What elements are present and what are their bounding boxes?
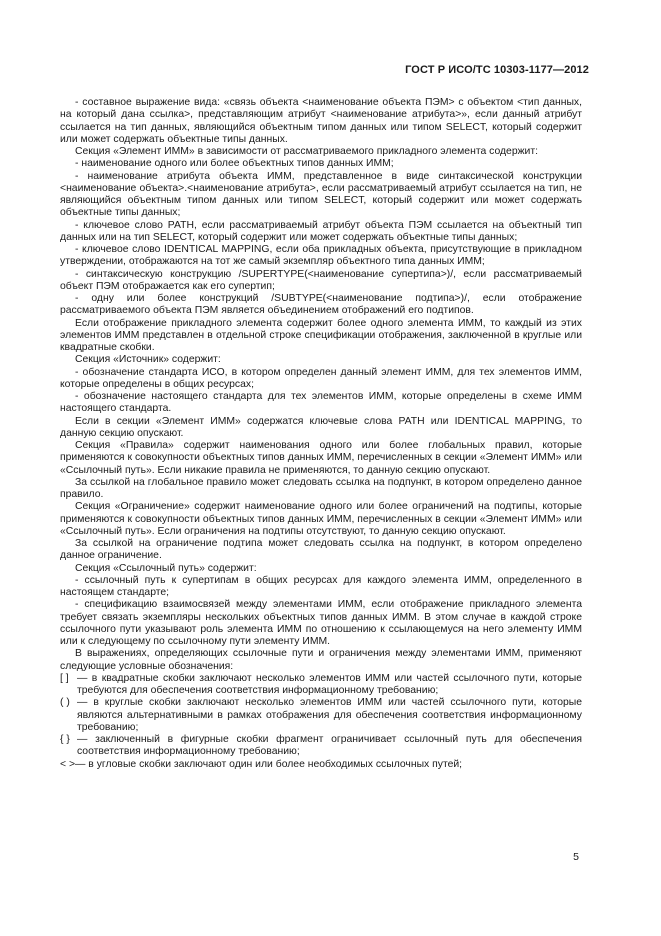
page-number: 5 — [573, 851, 579, 863]
paragraph: Секция «Ссылочный путь» содержит: — [75, 562, 257, 574]
document-body — [60, 97, 582, 771]
paragraph: За ссылкой на глобальное правило может следовать ссылка на подпункт, в котором определено данное правило. — [60, 476, 582, 500]
notation-symbol: [ ] — [60, 672, 69, 684]
paragraph: - обозначение настоящего стандарта для тех элементов ИММ, которые определены в схеме ИММ настоящего стандарта. — [60, 391, 582, 415]
paragraph: - ключевое слово IDENTICAL MAPPING, если оба прикладных объекта, присутствующие в прикладном утверждении, отображаются на тот же самый экземпляр объектного типа данных ИММ; — [60, 244, 582, 268]
paragraph: За ссылкой на ограничение подтипа может следовать ссылка на подпункт, в котором определено данное ограничение. — [60, 538, 582, 562]
notation-text: — в угловые скобки заключают один или более необходимых ссылочных путей; — [75, 758, 463, 770]
notation-list — [60, 673, 582, 771]
notation-item — [60, 759, 582, 771]
paragraph: - наименование атрибута объекта ИММ, представленное в виде синтаксической конструкции <наименование объекта>.<наименование атрибута>, если рассматриваемый атрибут ссылается на тип, не являющийся объектным типом данных или типом SELECT, который содержит или может содержать объектные типы данных; — [60, 170, 582, 219]
notation-symbol: { } — [60, 734, 70, 745]
notation-text: — заключенный в фигурные скобки фрагмент ограничивает ссылочный путь для обеспечения соответствия информационному требованию; — [77, 734, 582, 758]
notation-symbol: ( ) — [60, 697, 70, 709]
paragraph: - спецификацию взаимосвязей между элементами ИММ, если отображение прикладного элемента требует связать экземпляры нескольких объектных типов данных ИММ. В этом случае в каждой строке ссылочного пути указывают роль элемента ИММ по отношению к ссылающемуся на него элементу ИММ или к следующему по ссылочному пути элементу ИММ. — [60, 599, 582, 647]
notation-symbol: < > — [60, 758, 76, 770]
paragraph: - одну или более конструкций /SUBTYPE(<наименование подтипа>)/, если отображение рассматриваемого объекта ПЭМ является объединением отображений его подтипов. — [60, 293, 582, 317]
document-code-header: ГОСТ Р ИСО/ТС 10303-1177—2012 — [405, 64, 589, 76]
notation-item — [60, 673, 582, 698]
paragraph: - обозначение стандарта ИСО, в котором определен данный элемент ИММ, для тех элементов ИММ, которые определены в общих ресурсах; — [60, 366, 582, 390]
paragraph: В выражениях, определяющих ссылочные пути и ограничения между элементами ИММ, применяют следующие условные обозначения: — [60, 648, 582, 672]
paragraph: - ссылочный путь к супертипам в общих ресурсах для каждого элемента ИММ, определенного в настоящем стандарте; — [60, 574, 582, 598]
paragraph: Секция «Элемент ИММ» в зависимости от рассматриваемого прикладного элемента содержит: — [75, 146, 539, 157]
paragraph: Если отображение прикладного элемента содержит более одного элемента ИММ, то каждый из этих элементов ИММ представлен в отдельной строке спецификации отображения, заключенной в круглые или квадратные скобки. — [60, 317, 582, 353]
notation-text: — в круглые скобки заключают несколько элементов ИММ или частей ссылочного пути, которые являются альтернативными в рамках отображения для обеспечения соответствия информационному требованию; — [77, 697, 582, 733]
paragraph: Секция «Источник» содержит: — [75, 354, 221, 366]
paragraph: - наименование одного или более объектных типов данных ИММ; — [75, 158, 394, 170]
notation-item — [60, 697, 582, 734]
paragraph: Секция «Правила» содержит наименования одного или более глобальных правил, которые применяются к совокупности объектных типов данных ИММ, перечисленных в секции «Элемент ИММ» или «Ссылочный путь». Если никакие правила не применяются, то данную секцию опускают. — [60, 440, 582, 476]
notation-item — [60, 734, 582, 759]
notation-text: — в квадратные скобки заключают несколько элементов ИММ или частей ссылочного пути, которые требуются для обеспечения соответствия информационному требованию; — [77, 672, 582, 696]
paragraph: Если в секции «Элемент ИММ» содержатся ключевые слова PATH или IDENTICAL MAPPING, то данную секцию опускают. — [60, 415, 582, 439]
paragraph: - составное выражение вида: «связь объекта <наименование объекта ПЭМ> с объектом <тип данных, на который дана ссылка>, представляющим атрибут <наименование атрибута>», если данный атрибут ссылается на тип данных, являющийся объектным типом данных или типом SELECT, который содержит или может содержать объектные типы данных. — [60, 97, 582, 145]
paragraph: Секция «Ограничение» содержит наименование одного или более ограничений на подтипы, которые применяются к совокупности объектных типов данных ИММ, перечисленных в секции «Элемент ИММ» или «Ссылочный путь». Если ограничения на подтипы отсутствуют, то данную секцию опускают. — [60, 501, 582, 537]
paragraph: - синтаксическую конструкцию /SUPERTYPE(<наименование супертипа>)/, если рассматриваемый объект ПЭМ отображается как его супертип; — [60, 268, 582, 292]
paragraph: - ключевое слово PATH, если рассматриваемый атрибут объекта ПЭМ ссылается на объектный тип данных или на тип SELECT, который содержит или может содержать объектные типы данных; — [60, 219, 582, 243]
